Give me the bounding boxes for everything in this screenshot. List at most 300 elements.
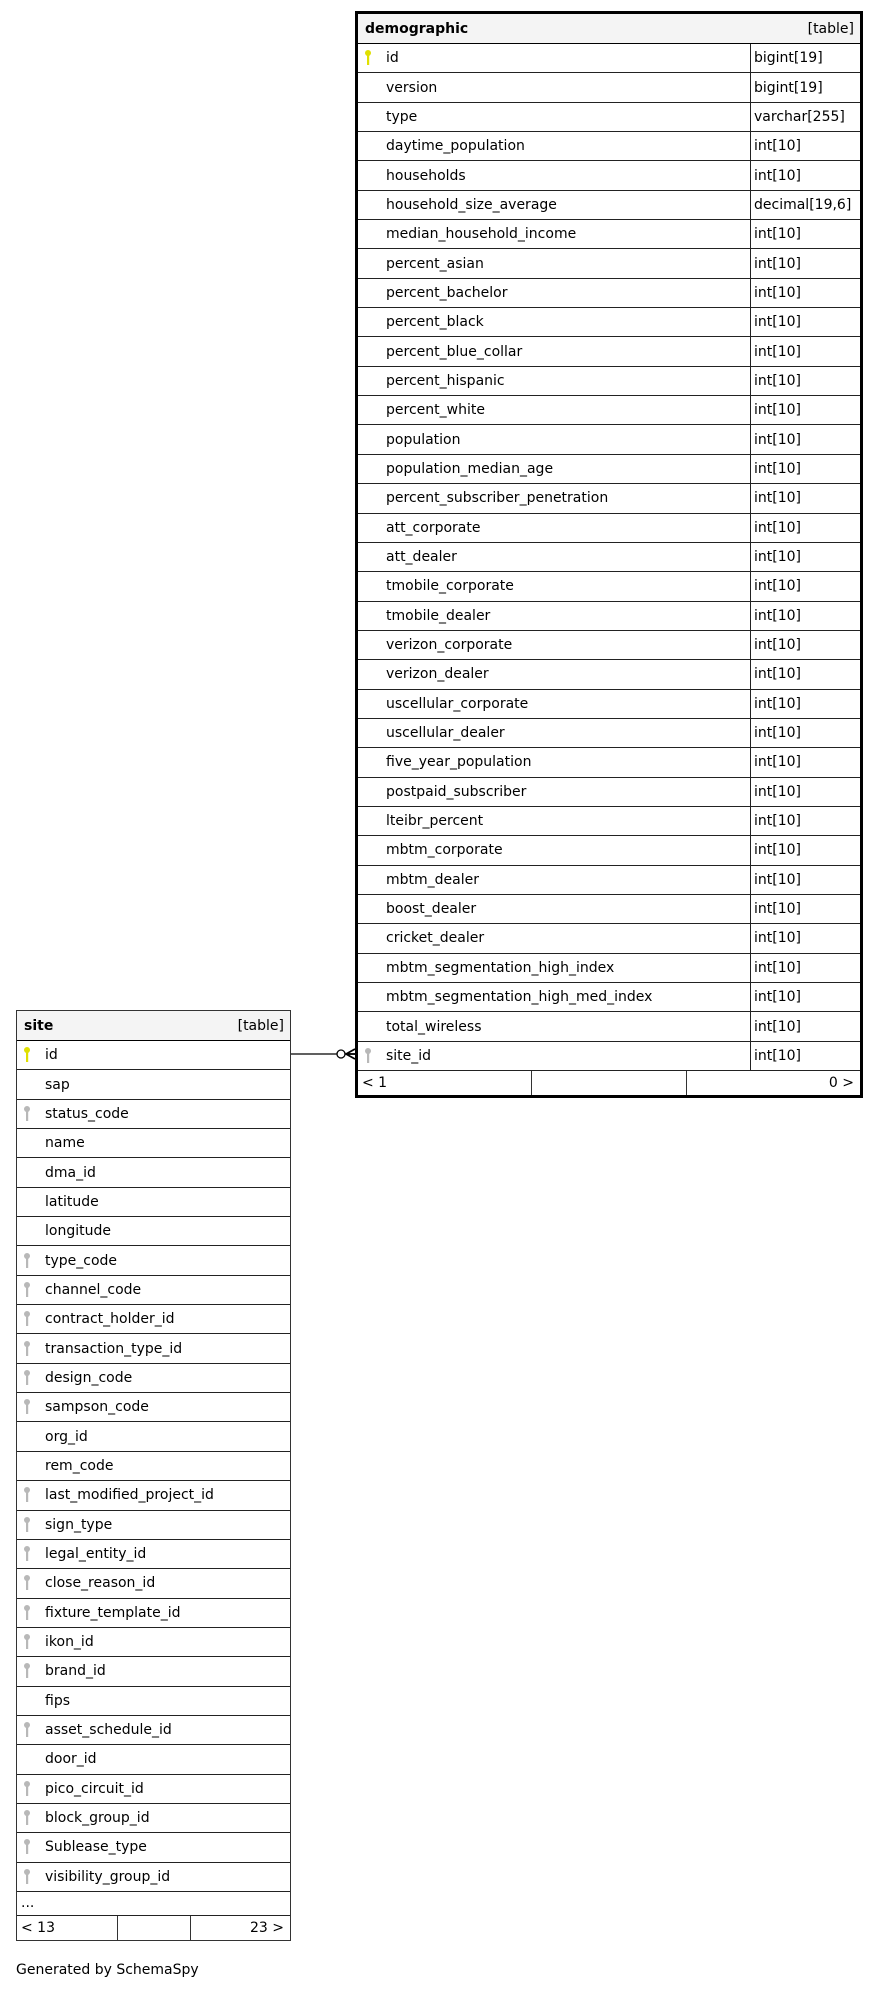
column-name[interactable]: mbtm_dealer xyxy=(386,871,479,888)
column-type: decimal[19,6] xyxy=(750,191,860,219)
column-row[interactable] xyxy=(358,748,860,777)
column-row[interactable] xyxy=(358,337,860,366)
column-row[interactable] xyxy=(17,1452,290,1481)
parent-count[interactable]: < 13 xyxy=(21,1919,55,1936)
column-name[interactable]: percent_bachelor xyxy=(386,284,508,301)
no-key-spacer xyxy=(364,371,386,391)
column-name[interactable]: mbtm_corporate xyxy=(386,842,503,859)
parent-count[interactable]: < 1 xyxy=(362,1075,388,1092)
column-row[interactable] xyxy=(358,836,860,865)
column-type: int[10] xyxy=(750,954,860,982)
column-row[interactable] xyxy=(17,1833,290,1862)
no-key-spacer xyxy=(364,1017,386,1037)
column-row[interactable] xyxy=(358,396,860,425)
column-name[interactable]: legal_entity_id xyxy=(45,1546,147,1563)
no-key-spacer xyxy=(364,811,386,831)
column-name[interactable]: asset_schedule_id xyxy=(45,1722,172,1739)
foreign-key-icon xyxy=(23,1515,45,1535)
column-name-cell xyxy=(17,1276,290,1304)
foreign-key-icon xyxy=(23,1808,45,1828)
column-name-cell xyxy=(17,1569,290,1597)
column-name-cell xyxy=(358,484,750,512)
column-row[interactable] xyxy=(358,44,860,73)
foreign-key-icon xyxy=(23,1573,45,1593)
column-name-cell xyxy=(358,836,750,864)
column-type: int[10] xyxy=(750,778,860,806)
no-key-spacer xyxy=(364,782,386,802)
foreign-key-icon xyxy=(23,1104,45,1124)
column-name-cell xyxy=(358,748,750,776)
column-name[interactable]: last_modified_project_id xyxy=(45,1487,214,1504)
column-row[interactable] xyxy=(17,1217,290,1246)
table-footer xyxy=(17,1916,290,1940)
column-row[interactable] xyxy=(358,308,860,337)
column-row[interactable] xyxy=(17,1100,290,1129)
column-name[interactable]: lteibr_percent xyxy=(386,813,484,830)
column-type: int[10] xyxy=(750,543,860,571)
no-key-spacer xyxy=(364,459,386,479)
no-key-spacer xyxy=(23,1691,45,1711)
no-key-spacer xyxy=(23,1133,45,1153)
column-name[interactable]: percent_asian xyxy=(386,255,484,272)
column-row[interactable] xyxy=(358,249,860,278)
foreign-key-icon xyxy=(23,1661,45,1681)
column-row[interactable] xyxy=(358,690,860,719)
column-name-cell xyxy=(17,1217,290,1245)
column-row[interactable] xyxy=(358,220,860,249)
no-key-spacer xyxy=(364,987,386,1007)
column-row[interactable] xyxy=(358,103,860,132)
column-name-cell xyxy=(17,1599,290,1627)
column-name[interactable]: verizon_dealer xyxy=(386,666,489,683)
no-key-spacer xyxy=(364,752,386,772)
column-row[interactable] xyxy=(358,514,860,543)
column-type: int[10] xyxy=(750,1042,860,1070)
column-name-cell xyxy=(358,924,750,952)
column-row[interactable] xyxy=(358,572,860,601)
column-name[interactable]: id xyxy=(386,50,399,67)
column-name[interactable]: sampson_code xyxy=(45,1399,149,1416)
no-key-spacer xyxy=(364,664,386,684)
column-name-cell xyxy=(358,866,750,894)
column-name[interactable]: name xyxy=(45,1135,85,1152)
foreign-key-icon xyxy=(23,1603,45,1623)
column-name[interactable]: boost_dealer xyxy=(386,901,477,918)
column-name[interactable]: status_code xyxy=(45,1105,129,1122)
column-row[interactable] xyxy=(358,73,860,102)
column-type: int[10] xyxy=(750,602,860,630)
zero-cardinality-circle xyxy=(337,1050,345,1058)
no-key-spacer xyxy=(364,928,386,948)
column-type: int[10] xyxy=(750,807,860,835)
column-row[interactable] xyxy=(17,1628,290,1657)
column-name[interactable]: percent_subscriber_penetration xyxy=(386,490,609,507)
column-row[interactable] xyxy=(17,1158,290,1187)
column-row[interactable] xyxy=(17,1276,290,1305)
column-name-cell xyxy=(17,1716,290,1744)
column-row[interactable] xyxy=(358,954,860,983)
column-name[interactable]: rem_code xyxy=(45,1457,114,1474)
column-name-cell xyxy=(358,602,750,630)
column-name-cell xyxy=(358,44,750,72)
column-name[interactable]: block_group_id xyxy=(45,1810,150,1827)
column-name-cell xyxy=(358,514,750,542)
no-key-spacer xyxy=(364,107,386,127)
foreign-key-icon xyxy=(23,1720,45,1740)
column-name-cell xyxy=(358,220,750,248)
no-key-spacer xyxy=(364,518,386,538)
table-footer xyxy=(358,1071,860,1095)
column-row[interactable] xyxy=(17,1129,290,1158)
column-name[interactable]: total_wireless xyxy=(386,1018,482,1035)
foreign-key-icon xyxy=(23,1397,45,1417)
column-name[interactable]: longitude xyxy=(45,1223,111,1240)
column-name[interactable]: percent_hispanic xyxy=(386,372,505,389)
column-name[interactable]: tmobile_dealer xyxy=(386,607,491,624)
no-key-spacer xyxy=(364,723,386,743)
column-name-cell xyxy=(17,1687,290,1715)
column-name[interactable]: pico_circuit_id xyxy=(45,1780,144,1797)
column-row[interactable] xyxy=(358,719,860,748)
column-name-cell xyxy=(17,1364,290,1392)
column-name-cell xyxy=(358,572,750,600)
column-row[interactable] xyxy=(358,425,860,454)
column-name-cell xyxy=(17,1863,290,1891)
column-name[interactable]: uscellular_corporate xyxy=(386,695,529,712)
column-name[interactable]: postpaid_subscriber xyxy=(386,783,527,800)
column-name-cell xyxy=(17,1481,290,1509)
column-name[interactable]: fips xyxy=(45,1692,70,1709)
column-row[interactable] xyxy=(17,1540,290,1569)
column-name[interactable]: org_id xyxy=(45,1428,88,1445)
column-row[interactable] xyxy=(358,778,860,807)
no-key-spacer xyxy=(364,635,386,655)
column-name-cell xyxy=(358,660,750,688)
column-type: int[10] xyxy=(750,279,860,307)
column-name[interactable]: design_code xyxy=(45,1369,133,1386)
column-name-cell xyxy=(17,1804,290,1832)
no-key-spacer xyxy=(364,958,386,978)
generated-by-label: Generated by SchemaSpy xyxy=(16,1962,199,1978)
column-type: int[10] xyxy=(750,572,860,600)
column-name[interactable]: five_year_population xyxy=(386,754,532,771)
column-name-cell xyxy=(17,1422,290,1450)
column-row[interactable] xyxy=(358,807,860,836)
column-row[interactable] xyxy=(17,1041,290,1070)
column-name-cell xyxy=(17,1158,290,1186)
column-row[interactable] xyxy=(17,1188,290,1217)
foreign-key-icon xyxy=(23,1632,45,1652)
column-name[interactable]: percent_black xyxy=(386,314,484,331)
table-site[interactable] xyxy=(16,1010,291,1941)
column-name[interactable]: type_code xyxy=(45,1252,118,1269)
column-name-cell xyxy=(358,249,750,277)
column-list xyxy=(17,1041,290,1892)
column-name[interactable]: sign_type xyxy=(45,1516,113,1533)
column-name[interactable]: median_household_income xyxy=(386,226,577,243)
column-type: bigint[19] xyxy=(750,44,860,72)
column-name-cell xyxy=(17,1628,290,1656)
no-key-spacer xyxy=(364,606,386,626)
foreign-key-icon xyxy=(23,1867,45,1887)
column-row[interactable] xyxy=(17,1305,290,1334)
column-name-cell xyxy=(358,1012,750,1040)
column-name-cell xyxy=(358,103,750,131)
column-name[interactable]: population xyxy=(386,431,461,448)
column-type: int[10] xyxy=(750,719,860,747)
column-name[interactable]: contract_holder_id xyxy=(45,1311,175,1328)
column-row[interactable] xyxy=(358,602,860,631)
column-name-cell xyxy=(17,1246,290,1274)
column-type: varchar[255] xyxy=(750,103,860,131)
no-key-spacer xyxy=(364,283,386,303)
column-row[interactable] xyxy=(358,161,860,190)
column-name-cell xyxy=(17,1540,290,1568)
no-key-spacer xyxy=(364,488,386,508)
no-key-spacer xyxy=(23,1163,45,1183)
column-row[interactable] xyxy=(17,1393,290,1422)
column-type: int[10] xyxy=(750,631,860,659)
column-row[interactable] xyxy=(17,1364,290,1393)
column-row[interactable] xyxy=(358,279,860,308)
column-type: int[10] xyxy=(750,866,860,894)
foreign-key-icon xyxy=(23,1779,45,1799)
column-type: int[10] xyxy=(750,161,860,189)
column-name[interactable]: att_dealer xyxy=(386,549,457,566)
column-name-cell xyxy=(17,1393,290,1421)
column-name-cell xyxy=(358,983,750,1011)
column-type: bigint[19] xyxy=(750,73,860,101)
foreign-key-icon xyxy=(364,1046,386,1066)
no-key-spacer xyxy=(364,166,386,186)
column-name[interactable]: ikon_id xyxy=(45,1634,94,1651)
child-count[interactable]: 0 > xyxy=(828,1075,854,1092)
table-demographic[interactable] xyxy=(355,11,863,1098)
column-name[interactable]: site_id xyxy=(386,1047,432,1064)
column-row[interactable] xyxy=(358,543,860,572)
column-row[interactable] xyxy=(17,1599,290,1628)
column-name[interactable]: dma_id xyxy=(45,1164,96,1181)
table-header[interactable] xyxy=(17,1011,290,1041)
column-name-cell xyxy=(358,807,750,835)
column-name-cell xyxy=(358,543,750,571)
column-name-cell xyxy=(358,337,750,365)
table-name[interactable]: site xyxy=(24,1017,54,1034)
column-name-cell xyxy=(358,191,750,219)
column-name-cell xyxy=(358,631,750,659)
no-key-spacer xyxy=(364,899,386,919)
no-key-spacer xyxy=(364,342,386,362)
column-name[interactable]: version xyxy=(386,79,438,96)
column-name-cell xyxy=(17,1833,290,1861)
footer-spacer xyxy=(531,1071,687,1095)
column-type: int[10] xyxy=(750,895,860,923)
column-row[interactable] xyxy=(358,660,860,689)
column-type: int[10] xyxy=(750,983,860,1011)
column-name-cell xyxy=(358,132,750,160)
column-name[interactable]: percent_white xyxy=(386,402,485,419)
foreign-key-icon xyxy=(23,1339,45,1359)
no-key-spacer xyxy=(364,224,386,244)
column-row[interactable] xyxy=(358,132,860,161)
column-row[interactable] xyxy=(17,1775,290,1804)
column-type: int[10] xyxy=(750,484,860,512)
footer-spacer xyxy=(117,1916,191,1940)
column-name-cell xyxy=(17,1041,290,1069)
no-key-spacer xyxy=(23,1075,45,1095)
column-name-cell xyxy=(17,1511,290,1539)
column-name[interactable]: population_median_age xyxy=(386,460,554,477)
table-header[interactable] xyxy=(358,14,860,44)
column-row[interactable] xyxy=(17,1246,290,1275)
table-kind: [table] xyxy=(807,20,854,37)
column-name[interactable]: id xyxy=(45,1047,58,1064)
column-name[interactable]: latitude xyxy=(45,1193,99,1210)
column-name[interactable]: type xyxy=(386,108,418,125)
column-name[interactable]: close_reason_id xyxy=(45,1575,156,1592)
column-row[interactable] xyxy=(17,1334,290,1363)
column-row[interactable] xyxy=(17,1745,290,1774)
column-name[interactable]: brand_id xyxy=(45,1663,106,1680)
column-name-cell xyxy=(17,1775,290,1803)
column-type: int[10] xyxy=(750,308,860,336)
no-key-spacer xyxy=(364,576,386,596)
column-name-cell xyxy=(17,1305,290,1333)
column-row[interactable] xyxy=(17,1863,290,1892)
column-row[interactable] xyxy=(358,983,860,1012)
column-row[interactable] xyxy=(17,1070,290,1099)
no-key-spacer xyxy=(364,547,386,567)
column-type: int[10] xyxy=(750,220,860,248)
column-row[interactable] xyxy=(17,1422,290,1451)
column-name[interactable]: att_corporate xyxy=(386,519,481,536)
column-name-cell xyxy=(358,719,750,747)
column-type: int[10] xyxy=(750,690,860,718)
column-row[interactable] xyxy=(17,1481,290,1510)
no-key-spacer xyxy=(364,694,386,714)
column-name[interactable]: visibility_group_id xyxy=(45,1868,171,1885)
no-key-spacer xyxy=(23,1221,45,1241)
column-name[interactable]: mbtm_segmentation_high_index xyxy=(386,959,615,976)
column-name[interactable]: sap xyxy=(45,1076,70,1093)
column-name-cell xyxy=(358,455,750,483)
column-row[interactable] xyxy=(17,1569,290,1598)
column-row[interactable] xyxy=(358,484,860,513)
column-name-cell xyxy=(17,1334,290,1362)
primary-key-icon xyxy=(364,48,386,68)
column-row[interactable] xyxy=(358,924,860,953)
column-name[interactable]: daytime_population xyxy=(386,138,525,155)
column-type: int[10] xyxy=(750,748,860,776)
column-row[interactable] xyxy=(17,1657,290,1686)
foreign-key-icon xyxy=(23,1485,45,1505)
column-name[interactable]: percent_blue_collar xyxy=(386,343,523,360)
column-row[interactable] xyxy=(17,1716,290,1745)
column-row[interactable] xyxy=(17,1511,290,1540)
table-name[interactable]: demographic xyxy=(365,20,469,37)
column-name-cell xyxy=(358,954,750,982)
foreign-key-icon xyxy=(23,1368,45,1388)
column-type: int[10] xyxy=(750,396,860,424)
column-type: int[10] xyxy=(750,425,860,453)
column-type: int[10] xyxy=(750,132,860,160)
column-name-cell xyxy=(17,1100,290,1128)
column-type: int[10] xyxy=(750,455,860,483)
foreign-key-icon xyxy=(23,1309,45,1329)
no-key-spacer xyxy=(23,1192,45,1212)
column-name[interactable]: channel_code xyxy=(45,1281,142,1298)
column-row[interactable] xyxy=(358,1012,860,1041)
no-key-spacer xyxy=(23,1456,45,1476)
child-count[interactable]: 23 > xyxy=(250,1919,284,1936)
column-name[interactable]: households xyxy=(386,167,466,184)
no-key-spacer xyxy=(364,312,386,332)
no-key-spacer xyxy=(364,430,386,450)
column-name-cell xyxy=(358,690,750,718)
column-name[interactable]: door_id xyxy=(45,1751,97,1768)
column-row[interactable] xyxy=(17,1687,290,1716)
no-key-spacer xyxy=(364,870,386,890)
foreign-key-icon xyxy=(23,1251,45,1271)
foreign-key-icon xyxy=(23,1544,45,1564)
column-name-cell xyxy=(358,161,750,189)
column-row[interactable] xyxy=(358,367,860,396)
column-name-cell xyxy=(17,1188,290,1216)
column-row[interactable] xyxy=(358,895,860,924)
no-key-spacer xyxy=(23,1749,45,1769)
column-type: int[10] xyxy=(750,1012,860,1040)
column-name-cell xyxy=(358,308,750,336)
foreign-key-icon xyxy=(23,1837,45,1857)
column-name-cell xyxy=(17,1657,290,1685)
column-type: int[10] xyxy=(750,836,860,864)
primary-key-icon xyxy=(23,1045,45,1065)
column-row[interactable] xyxy=(358,631,860,660)
column-row[interactable] xyxy=(17,1804,290,1833)
column-name[interactable]: uscellular_dealer xyxy=(386,725,505,742)
column-name[interactable]: cricket_dealer xyxy=(386,930,485,947)
column-name-cell xyxy=(358,425,750,453)
column-name[interactable]: fixture_template_id xyxy=(45,1604,181,1621)
no-key-spacer xyxy=(364,136,386,156)
no-key-spacer xyxy=(364,254,386,274)
no-key-spacer xyxy=(364,78,386,98)
column-name[interactable]: household_size_average xyxy=(386,196,557,213)
column-name-cell xyxy=(358,1042,750,1070)
column-name[interactable]: Sublease_type xyxy=(45,1839,147,1856)
column-name[interactable]: transaction_type_id xyxy=(45,1340,183,1357)
foreign-key-icon xyxy=(23,1280,45,1300)
column-name[interactable]: tmobile_corporate xyxy=(386,578,514,595)
column-name[interactable]: verizon_corporate xyxy=(386,637,513,654)
column-type: int[10] xyxy=(750,514,860,542)
more-columns[interactable]: ... xyxy=(17,1892,290,1916)
no-key-spacer xyxy=(364,195,386,215)
column-row[interactable] xyxy=(358,455,860,484)
column-row[interactable] xyxy=(358,191,860,220)
crows-foot-icon xyxy=(346,1049,355,1059)
column-name-cell xyxy=(17,1070,290,1098)
no-key-spacer xyxy=(364,840,386,860)
column-row[interactable] xyxy=(358,1042,860,1071)
column-name-cell xyxy=(358,73,750,101)
column-row[interactable] xyxy=(358,866,860,895)
column-type: int[10] xyxy=(750,924,860,952)
column-name[interactable]: mbtm_segmentation_high_med_index xyxy=(386,989,653,1006)
column-type: int[10] xyxy=(750,367,860,395)
table-kind: [table] xyxy=(237,1017,284,1034)
column-type: int[10] xyxy=(750,249,860,277)
